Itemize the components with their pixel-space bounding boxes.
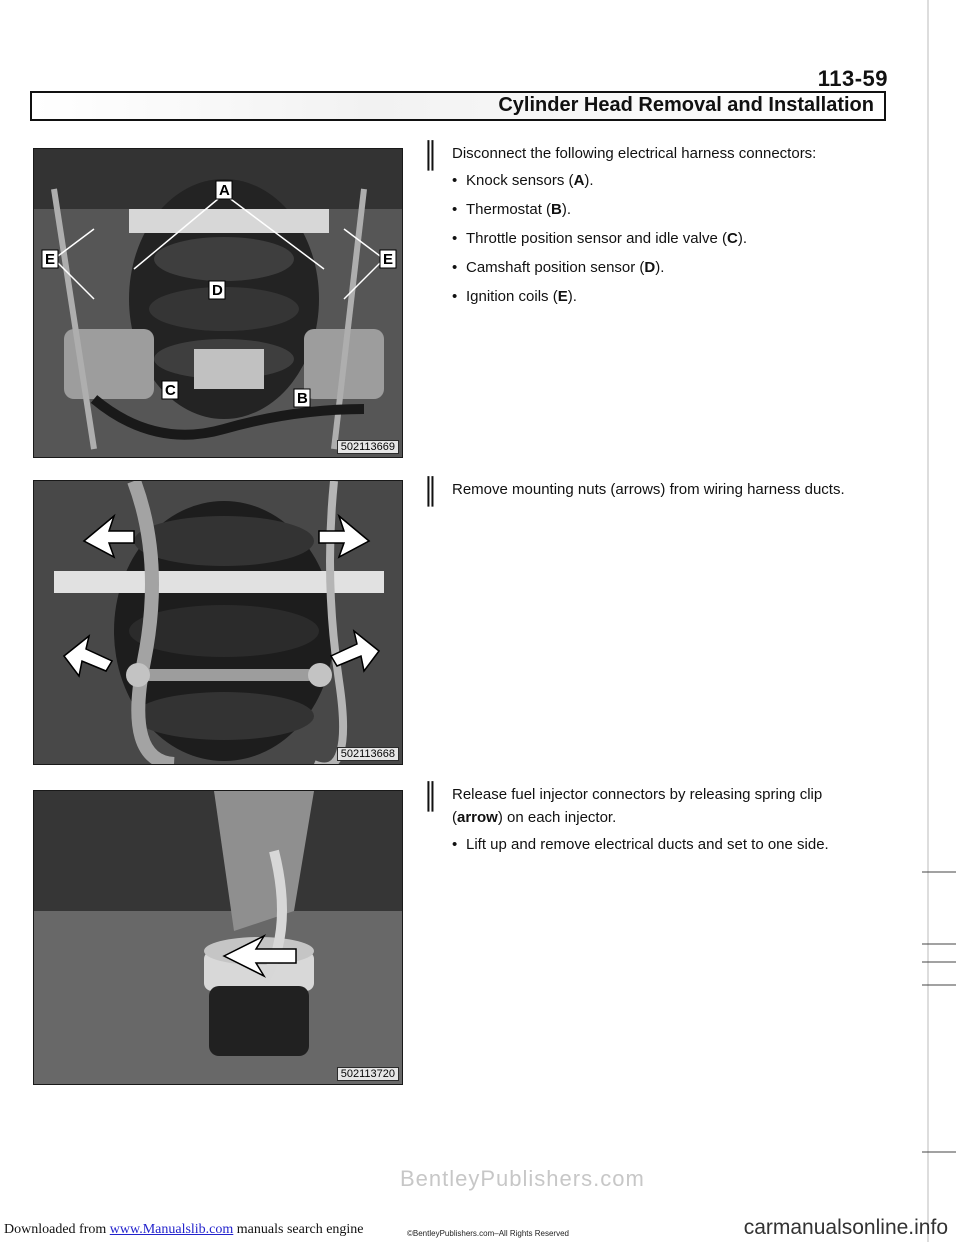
figure-number: 502113720	[337, 1067, 399, 1081]
photo-label-a: A	[219, 182, 230, 199]
figure-engine-connectors	[33, 148, 403, 458]
list-item: • Thermostat (B).	[452, 198, 894, 221]
photo-label-b: B	[297, 390, 308, 407]
figure-harness-ducts	[33, 480, 403, 765]
step-3-text: Release fuel injector connectors by releasing spring clip (arrow) on each injector.	[452, 786, 823, 826]
section-title: Cylinder Head Removal and Installation	[498, 94, 874, 116]
figure-number: 502113668	[337, 747, 399, 761]
list-item: • Ignition coils (E).	[452, 285, 894, 308]
callout-arrow-icon: ∥	[424, 135, 437, 171]
connector-list	[452, 169, 894, 308]
footer-download-note: Downloaded from www.Manualslib.com manuals search engine	[4, 1222, 364, 1237]
list-item: • Lift up and remove electrical ducts and set to one side.	[452, 833, 874, 856]
callout-arrow-icon: ∥	[424, 776, 437, 812]
photo-label-c: C	[165, 382, 176, 399]
manualslib-link[interactable]: www.Manualslib.com	[109, 1222, 234, 1237]
callout-step-1	[424, 135, 894, 314]
photo-label-d: D	[212, 282, 223, 299]
figure-injector-clip	[33, 790, 403, 1085]
list-item: • Camshaft position sensor (D).	[452, 256, 894, 279]
list-item: • Knock sensors (A).	[452, 169, 894, 192]
margin-marks	[920, 0, 960, 1242]
footer-copyright: ©BentleyPublishers.com–All Rights Reserved	[407, 1229, 569, 1238]
callout-arrow-icon: ∥	[424, 471, 437, 507]
callout-step-3	[424, 776, 874, 862]
footer-site[interactable]: carmanualsonline.info	[743, 1216, 948, 1239]
sub-step-list	[452, 833, 874, 856]
section-header-bar	[30, 91, 886, 121]
callout-step-2	[424, 471, 894, 507]
figure-number: 502113669	[337, 440, 399, 454]
step-2-text: Remove mounting nuts (arrows) from wiring harness ducts.	[452, 481, 845, 498]
page-number: 113-59	[817, 66, 888, 91]
photo-label-e-right: E	[383, 251, 394, 268]
photo-label-e-left: E	[45, 251, 56, 268]
step-1-text: Disconnect the following electrical harness connectors:	[452, 145, 817, 162]
watermark: BentleyPublishers.com	[400, 1166, 645, 1191]
list-item: • Throttle position sensor and idle valve (C).	[452, 227, 894, 250]
